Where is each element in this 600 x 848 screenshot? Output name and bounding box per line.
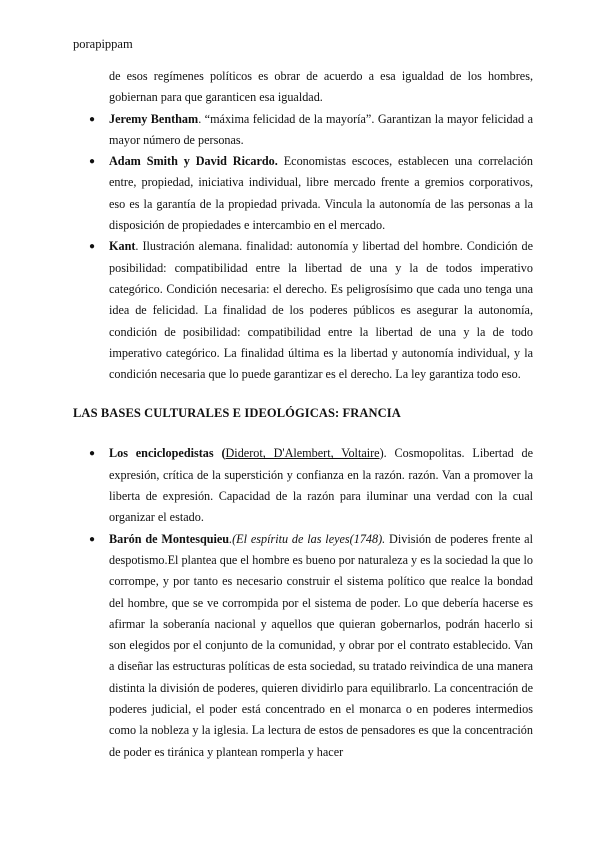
- list-item: [73, 529, 533, 763]
- list-item: [73, 236, 533, 385]
- item-text: ). Cosmopolitas. Libertad de expresión, crítica de la superstición y confianza en la razón. razón. Van a promover la liberta de expresión. Capacidad de la razón para iluminar una verdad con la cual organizar el estado.: [109, 446, 534, 525]
- item-heading: Adam Smith y David Ricardo.: [109, 154, 278, 169]
- section-title: LAS BASES CULTURALES E IDEOLÓGICAS: FRANCIA: [73, 406, 401, 421]
- item-heading: Los enciclopedistas (: [109, 446, 226, 461]
- list-item: [73, 151, 533, 236]
- list-item: [73, 443, 533, 528]
- bullet-icon: ●: [89, 156, 96, 168]
- bullet-icon: ●: [89, 533, 96, 545]
- bullet-icon: ●: [89, 448, 96, 460]
- bullet-icon: ●: [89, 113, 96, 125]
- page-header: porapippam: [73, 37, 133, 51]
- item-heading: Barón de Montesquieu: [109, 531, 230, 546]
- document-body: [73, 66, 533, 763]
- bullet-list-bottom: [73, 443, 533, 762]
- item-heading: Kant: [109, 239, 136, 254]
- bullet-icon: ●: [89, 241, 96, 253]
- authors-link[interactable]: Diderot, D'Alembert, Voltaire: [225, 446, 380, 461]
- book-title: .(El espíritu de las leyes(1748).: [229, 531, 386, 546]
- continuation-paragraph: de esos regímenes políticos es obrar de acuerdo a esa igualdad de los hombres, gobiernan para que garanticen esa igualdad.: [109, 69, 533, 105]
- item-text: . “máxima felicidad de la mayoría”. Garantizan la mayor felicidad a mayor número de personas.: [109, 111, 533, 147]
- bullet-list-top: [73, 109, 533, 386]
- list-item: [73, 109, 533, 152]
- item-text: Economistas escoces, establecen una correlación entre, propiedad, iniciativa individual, libre mercado frente a gremios corporativos, eso es la garantía de la propiedad privada. Vincula la autonomía de las personas a la disposición de propiedades e intercambio en el mercado.: [109, 154, 533, 233]
- item-text: División de poderes frente al despotismo.El plantea que el hombre es bueno por naturaleza y es la sociedad la que lo corrompe, y por tanto es necesario construir el sistema político que realce la bondad del hombre, que se ve corrompida por el sistema de poder. Lo que debería hacerse es afirmar la soberanía nacional y aquellos que quieran gobernarlos, podrán hacerlo si son elegidos por el conjunto de la comunidad, y obrar por el contrato establecido. Van a diseñar las estructuras políticas de esta sociedad, su tratado reivindica de una manera distinta la división de poderes, quieren dividirlo para equilibrarlo. La concentración de poderes judicial, el poder está concentrado en el monarca o en poderes intermedios como la nobleza y la iglesia. La lectura de estos de pensadores es que la concentración de poder es tiránica y plantean romperla y hacer: [109, 531, 533, 759]
- item-heading: Jeremy Bentham: [109, 111, 199, 126]
- item-text: . Ilustración alemana. finalidad: autonomía y libertad del hombre. Condición de posibilidad: compatibilidad entre la libertad de una y la de todos imperativo categórico. Condición necesaria: el derecho. Es peligrosísimo que cada uno tenga una idea de felicidad. La finalidad de los poderes públicos es asegurar la autonomía, condición de posibilidad: compatibilidad entre la libertad de una y la de todo imperativo categórico. La finalidad última es la libertad y autonomía individual, y la condición necesaria que lo puede garantizar es el derecho. La ley garantiza todo eso.: [109, 239, 533, 382]
